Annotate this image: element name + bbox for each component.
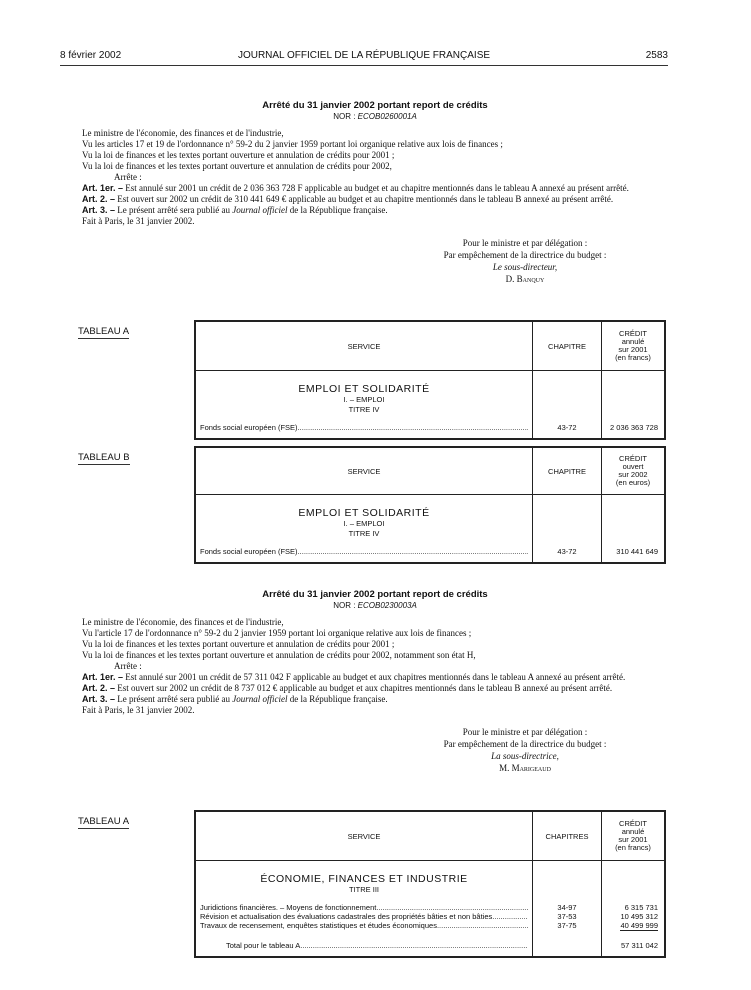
tableau-a1-titre: TITRE IV: [348, 405, 380, 414]
tableau-a2-total-value: 57 311 042: [621, 941, 658, 950]
arrete-1-fait: Fait à Paris, le 31 janvier 2002.: [82, 216, 195, 226]
arrete-2-signature: Pour le ministre et par délégation : Par empêchement de la directrice du budget : La sous-directrice, M. Marigeaud: [443, 727, 607, 773]
arrete-2-article-3: Art. 3. – Le présent arrêté sera publié au Journal officiel de la République française.: [82, 694, 388, 704]
tableau-a2-chapitre-value: 34-97: [557, 903, 577, 912]
tableau-b1-label: TABLEAU B: [78, 452, 130, 463]
arrete-1-article-2: Art. 2. – Est ouvert sur 2002 un crédit de 310 441 649 € applicable au budget et au chapitre mentionnés dans le tableau B annexé au présent arrêté.: [82, 194, 614, 204]
tableau-b1-chapitre-value: 43-72: [557, 547, 577, 556]
tableau-b1-credit-value: 310 441 649: [616, 547, 658, 556]
arrete-1-visa-3: Vu la loi de finances et les textes portant ouverture et annulation de crédits pour 2002,: [82, 161, 392, 171]
arrete-1: [82, 100, 668, 285]
arrete-1-visa-0: Le ministre de l'économie, des finances et de l'industrie,: [82, 128, 284, 138]
tableau-b1-ministry: EMPLOI ET SOLIDARITÉ: [298, 507, 430, 519]
table-row: Travaux de recensement, enquêtes statistiques et études économiques .....: [200, 921, 528, 930]
arrete-1-article-1: Art. 1er. – Est annulé sur 2001 un crédit de 2 036 363 728 F applicable au budget et au chapitre mentionnés dans le tableau A annexé au présent arrêté.: [82, 183, 629, 193]
tableau-a2-titre: TITRE III: [349, 885, 379, 894]
arrete-2-article-2: Art. 2. – Est ouvert sur 2002 un crédit de 8 737 012 € applicable au budget et aux chapitres mentionnés dans le tableau B annexé au présent arrêté.: [82, 683, 613, 693]
tableau-a1: [194, 320, 666, 440]
tableau-a2-label: TABLEAU A: [78, 816, 130, 827]
header-date: 8 février 2002: [60, 50, 122, 61]
header-page-number: 2583: [645, 50, 668, 61]
table-row: Fonds social européen (FSE) .....: [200, 547, 528, 556]
arrete-1-title: Arrêté du 31 janvier 2002 portant report de crédits: [262, 100, 488, 111]
arrete-2-article-1: Art. 1er. – Est annulé sur 2001 un crédit de 57 311 042 F applicable au budget et aux chapitres mentionnés dans le tableau A annexé au présent arrêté.: [82, 672, 626, 682]
arrete-2-visa-0: Le ministre de l'économie, des finances et de l'industrie,: [82, 617, 284, 627]
tableau-a2-credit-value: 6 315 731: [624, 903, 658, 912]
tableau-b1-section: I. – EMPLOI: [343, 519, 385, 528]
arrete-2-title: Arrêté du 31 janvier 2002 portant report de crédits: [262, 589, 488, 600]
tableau-a1-credit-value: 2 036 363 728: [610, 423, 658, 432]
arrete-1-arrete-word: Arrête :: [114, 172, 142, 182]
tableau-a1-header: SERVICE CHAPITRE CRÉDIT annulé sur 2001 (en francs): [196, 322, 664, 371]
total-row: Total pour le tableau A .....: [226, 941, 528, 950]
header-journal-title: JOURNAL OFFICIEL DE LA RÉPUBLIQUE FRANÇAISE: [237, 50, 491, 61]
arrete-2-visa-1: Vu l'article 17 de l'ordonnance n° 59-2 du 2 janvier 1959 portant loi organique relative aux lois de finances ;: [82, 628, 472, 638]
arrete-2-nor: NOR : ECOB0230003A: [333, 601, 417, 610]
tableau-a2-credit-value: 10 495 312: [620, 912, 658, 921]
tableau-a2-credit-value: 40 499 999: [620, 921, 658, 930]
arrete-1-nor: NOR : ECOB0260001A: [333, 112, 417, 121]
arrete-2-visa-3: Vu la loi de finances et les textes portant ouverture et annulation de crédits pour 2002, notamment son état H,: [82, 650, 476, 660]
tableau-a1-label: TABLEAU A: [78, 326, 130, 337]
tableau-a1-chapitre-value: 43-72: [557, 423, 577, 432]
arrete-1-article-3: Art. 3. – Le présent arrêté sera publié au Journal officiel de la République française.: [82, 205, 388, 215]
tableau-b1-titre: TITRE IV: [348, 529, 380, 538]
tableau-b1: [194, 446, 666, 564]
arrete-2-visa-2: Vu la loi de finances et les textes portant ouverture et annulation de crédits pour 2001 ;: [82, 639, 395, 649]
page-header: [60, 50, 668, 64]
tableau-a1-section: I. – EMPLOI: [343, 395, 385, 404]
arrete-1-visa-1: Vu les articles 17 et 19 de l'ordonnance n° 59-2 du 2 janvier 1959 portant loi organique relative aux lois de finances ;: [82, 139, 503, 149]
header-rule: [60, 65, 668, 66]
tableau-a1-ministry: EMPLOI ET SOLIDARITÉ: [298, 383, 430, 395]
tableau-b1-header: SERVICE CHAPITRE CRÉDIT ouvert sur 2002 (en euros): [196, 448, 664, 495]
tableau-a2-chapitre-value: 37-75: [557, 921, 577, 930]
arrete-2: [82, 589, 668, 774]
tableau-a2-chapitre-value: 37-53: [557, 912, 577, 921]
tableau-a2-ministry: ÉCONOMIE, FINANCES ET INDUSTRIE: [260, 873, 468, 885]
table-row: Révision et actualisation des évaluations cadastrales des propriétés bâties et non bâties .....: [200, 912, 528, 921]
arrete-2-arrete-word: Arrête :: [114, 661, 142, 671]
table-row: Fonds social européen (FSE) .....: [200, 423, 528, 432]
table-row: Juridictions financières. – Moyens de fonctionnement .....: [200, 903, 528, 912]
arrete-1-signature: Pour le ministre et par délégation : Par empêchement de la directrice du budget : Le sous-directeur, D. Banquy: [443, 238, 607, 284]
arrete-1-visa-2: Vu la loi de finances et les textes portant ouverture et annulation de crédits pour 2001 ;: [82, 150, 395, 160]
tableau-a2-header: SERVICE CHAPITRES CRÉDIT annulé sur 2001 (en francs): [196, 812, 664, 861]
tableau-a2: [194, 810, 666, 958]
arrete-2-fait: Fait à Paris, le 31 janvier 2002.: [82, 705, 195, 715]
